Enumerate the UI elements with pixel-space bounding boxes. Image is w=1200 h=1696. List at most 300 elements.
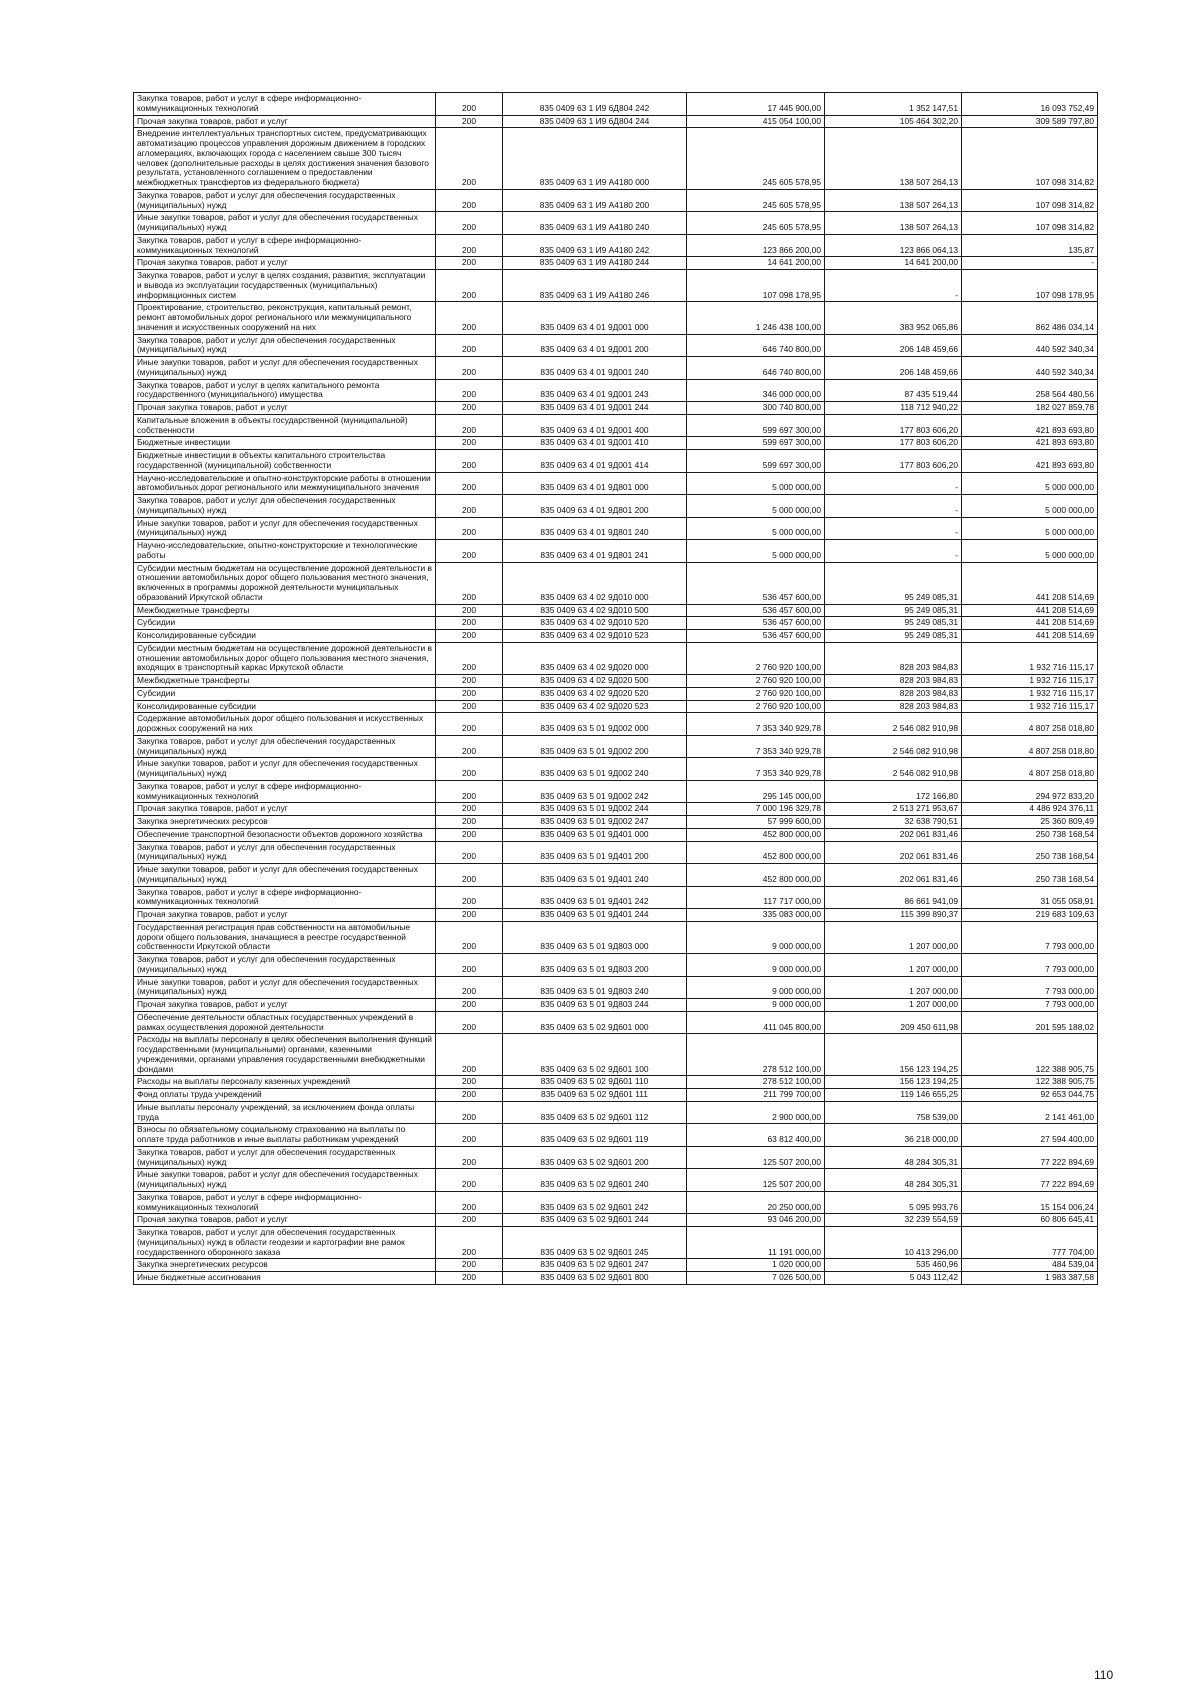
executed-amount: 138 507 264,13 — [825, 212, 962, 235]
unexecuted-amount: - — [962, 257, 1098, 270]
expense-code: 835 0409 63 1 И9 А4180 000 — [503, 128, 687, 190]
line-code: 200 — [436, 1146, 503, 1169]
table-row — [134, 687, 1098, 700]
row-name: Закупка энергетических ресурсов — [134, 816, 436, 829]
unexecuted-amount: 7 793 000,00 — [962, 954, 1098, 977]
line-code: 200 — [436, 780, 503, 803]
approved-amount: 7 026 500,00 — [687, 1272, 825, 1285]
expense-code: 835 0409 63 4 01 9Д001 414 — [503, 450, 687, 473]
expense-code: 835 0409 63 5 01 9Д002 242 — [503, 780, 687, 803]
row-name: Обеспечение деятельности областных государственных учреждений в рамках осуществления дорожной деятельности — [134, 1011, 436, 1034]
expense-code: 835 0409 63 5 02 9Д601 245 — [503, 1227, 687, 1259]
line-code: 200 — [436, 1227, 503, 1259]
row-name: Закупка товаров, работ и услуг в сфере информационно-коммуникационных технологий — [134, 1191, 436, 1214]
approved-amount: 107 098 178,95 — [687, 270, 825, 302]
approved-amount: 1 020 000,00 — [687, 1259, 825, 1272]
approved-amount: 5 000 000,00 — [687, 540, 825, 563]
line-code: 200 — [436, 803, 503, 816]
expense-code: 835 0409 63 5 02 9Д601 100 — [503, 1034, 687, 1076]
expense-code: 835 0409 63 5 01 9Д002 240 — [503, 758, 687, 781]
unexecuted-amount: 862 486 034,14 — [962, 302, 1098, 334]
row-name: Закупка товаров, работ и услуг для обеспечения государственных (муниципальных) нужд — [134, 1146, 436, 1169]
executed-amount: 1 207 000,00 — [825, 954, 962, 977]
line-code: 200 — [436, 1101, 503, 1124]
line-code: 200 — [436, 1076, 503, 1089]
line-code: 200 — [436, 604, 503, 617]
approved-amount: 536 457 600,00 — [687, 562, 825, 604]
executed-amount: - — [825, 495, 962, 518]
executed-amount: 828 203 984,83 — [825, 687, 962, 700]
table-row — [134, 270, 1098, 302]
page-number: 110 — [1094, 1668, 1114, 1682]
approved-amount: 411 045 800,00 — [687, 1011, 825, 1034]
approved-amount: 20 250 000,00 — [687, 1191, 825, 1214]
row-name: Научно-исследовательские, опытно-конструкторские и технологические работы — [134, 540, 436, 563]
table-row — [134, 93, 1098, 116]
expense-code: 835 0409 63 5 01 9Д002 247 — [503, 816, 687, 829]
row-name: Консолидированные субсидии — [134, 630, 436, 643]
executed-amount: 115 399 890,37 — [825, 909, 962, 922]
approved-amount: 125 507 200,00 — [687, 1146, 825, 1169]
executed-amount: 202 061 831,46 — [825, 864, 962, 887]
row-name: Расходы на выплаты персоналу в целях обеспечения выполнения функций государственными (муниципальными) органами, казенными учреждениями, органами управления государственными внебюджетными фондами — [134, 1034, 436, 1076]
expense-code: 835 0409 63 4 02 9Д010 500 — [503, 604, 687, 617]
unexecuted-amount: 777 704,00 — [962, 1227, 1098, 1259]
line-code: 200 — [436, 713, 503, 736]
unexecuted-amount: 7 793 000,00 — [962, 921, 1098, 953]
row-name: Иные закупки товаров, работ и услуг для обеспечения государственных (муниципальных) нужд — [134, 1169, 436, 1192]
executed-amount: 5 043 112,42 — [825, 1272, 962, 1285]
expense-code: 835 0409 63 5 01 9Д401 200 — [503, 841, 687, 864]
row-name: Научно-исследовательские и опытно-конструкторские работы в отношении автомобильных дорог регионального или межмуниципального значения — [134, 472, 436, 495]
approved-amount: 536 457 600,00 — [687, 617, 825, 630]
expense-code: 835 0409 63 4 02 9Д010 000 — [503, 562, 687, 604]
line-code: 200 — [436, 234, 503, 257]
line-code: 200 — [436, 630, 503, 643]
approved-amount: 7 000 196 329,78 — [687, 803, 825, 816]
row-name: Прочая закупка товаров, работ и услуг — [134, 1214, 436, 1227]
approved-amount: 300 740 800,00 — [687, 402, 825, 415]
expense-code: 835 0409 63 5 02 9Д601 240 — [503, 1169, 687, 1192]
row-name: Обеспечение транспортной безопасности объектов дорожного хозяйства — [134, 828, 436, 841]
executed-amount: 5 095 993,76 — [825, 1191, 962, 1214]
expense-code: 835 0409 63 5 02 9Д601 111 — [503, 1089, 687, 1102]
approved-amount: 9 000 000,00 — [687, 921, 825, 953]
approved-amount: 278 512 100,00 — [687, 1076, 825, 1089]
unexecuted-amount: 5 000 000,00 — [962, 540, 1098, 563]
unexecuted-amount: 77 222 894,69 — [962, 1146, 1098, 1169]
unexecuted-amount: 4 486 924 376,11 — [962, 803, 1098, 816]
row-name: Межбюджетные трансферты — [134, 675, 436, 688]
table-row — [134, 909, 1098, 922]
row-name: Содержание автомобильных дорог общего пользования и искусственных дорожных сооружений на них — [134, 713, 436, 736]
executed-amount: 2 546 082 910,98 — [825, 713, 962, 736]
line-code: 200 — [436, 617, 503, 630]
executed-amount: 156 123 194,25 — [825, 1076, 962, 1089]
unexecuted-amount: 25 360 809,49 — [962, 816, 1098, 829]
row-name: Прочая закупка товаров, работ и услуг — [134, 115, 436, 128]
expense-code: 835 0409 63 4 01 9Д001 240 — [503, 357, 687, 380]
executed-amount: 10 413 296,00 — [825, 1227, 962, 1259]
expense-code: 835 0409 63 4 02 9Д020 500 — [503, 675, 687, 688]
row-name: Внедрение интеллектуальных транспортных систем, предусматривающих автоматизацию процессов управления дорожным движением в городских агломерациях, включающих города с населением свыше 300 тысяч человек (дополнительные расходы в целях достижения значения базового результата, установленного соглашением о предоставлении межбюджетных трансфертов из федерального бюджета) — [134, 128, 436, 190]
line-code: 200 — [436, 700, 503, 713]
line-code: 200 — [436, 379, 503, 402]
executed-amount: 1 207 000,00 — [825, 921, 962, 953]
executed-amount: 123 866 064,13 — [825, 234, 962, 257]
row-name: Субсидии местным бюджетам на осуществление дорожной деятельности в отношении автомобильных дорог общего пользования местного значения, включенных в программы дорожной деятельности муниципальных образований Иркутской области — [134, 562, 436, 604]
executed-amount: 209 450 611,98 — [825, 1011, 962, 1034]
unexecuted-amount: 250 738 168,54 — [962, 828, 1098, 841]
expense-code: 835 0409 63 4 02 9Д020 523 — [503, 700, 687, 713]
table-row — [134, 402, 1098, 415]
row-name: Прочая закупка товаров, работ и услуг — [134, 402, 436, 415]
row-name: Закупка товаров, работ и услуг в сфере информационно-коммуникационных технологий — [134, 234, 436, 257]
row-name: Фонд оплаты труда учреждений — [134, 1089, 436, 1102]
line-code: 200 — [436, 437, 503, 450]
row-name: Закупка товаров, работ и услуг для обеспечения государственных (муниципальных) нужд — [134, 189, 436, 212]
row-name: Прочая закупка товаров, работ и услуг — [134, 257, 436, 270]
unexecuted-amount: 122 388 905,75 — [962, 1034, 1098, 1076]
approved-amount: 245 605 578,95 — [687, 212, 825, 235]
table-body — [134, 93, 1098, 1285]
table-row — [134, 1101, 1098, 1124]
expense-code: 835 0409 63 5 01 9Д803 000 — [503, 921, 687, 953]
line-code: 200 — [436, 302, 503, 334]
executed-amount: 172 166,80 — [825, 780, 962, 803]
executed-amount: 383 952 065,86 — [825, 302, 962, 334]
expense-code: 835 0409 63 4 01 9Д801 000 — [503, 472, 687, 495]
approved-amount: 7 353 340 929,78 — [687, 758, 825, 781]
unexecuted-amount: 107 098 314,82 — [962, 128, 1098, 190]
approved-amount: 415 054 100,00 — [687, 115, 825, 128]
table-row — [134, 414, 1098, 437]
unexecuted-amount: 15 154 006,24 — [962, 1191, 1098, 1214]
unexecuted-amount: 258 564 480,56 — [962, 379, 1098, 402]
table-row — [134, 713, 1098, 736]
approved-amount: 2 760 920 100,00 — [687, 642, 825, 674]
approved-amount: 2 760 920 100,00 — [687, 687, 825, 700]
expense-code: 835 0409 63 1 И9 6Д804 242 — [503, 93, 687, 116]
table-row — [134, 1214, 1098, 1227]
row-name: Субсидии — [134, 617, 436, 630]
row-name: Межбюджетные трансферты — [134, 604, 436, 617]
approved-amount: 599 697 300,00 — [687, 437, 825, 450]
expense-code: 835 0409 63 5 02 9Д601 242 — [503, 1191, 687, 1214]
approved-amount: 335 083 000,00 — [687, 909, 825, 922]
expense-code: 835 0409 63 4 01 9Д001 410 — [503, 437, 687, 450]
line-code: 200 — [436, 954, 503, 977]
executed-amount: - — [825, 270, 962, 302]
expense-code: 835 0409 63 4 02 9Д010 520 — [503, 617, 687, 630]
approved-amount: 9 000 000,00 — [687, 954, 825, 977]
expense-code: 835 0409 63 4 01 9Д001 000 — [503, 302, 687, 334]
approved-amount: 278 512 100,00 — [687, 1034, 825, 1076]
row-name: Бюджетные инвестиции — [134, 437, 436, 450]
unexecuted-amount: 4 807 258 018,80 — [962, 758, 1098, 781]
table-row — [134, 234, 1098, 257]
unexecuted-amount: 421 893 693,80 — [962, 450, 1098, 473]
row-name: Взносы по обязательному социальному страхованию на выплаты по оплате труда работников и иные выплаты работникам учреждений — [134, 1124, 436, 1147]
expense-code: 835 0409 63 5 01 9Д803 200 — [503, 954, 687, 977]
table-row — [134, 115, 1098, 128]
executed-amount: 36 218 000,00 — [825, 1124, 962, 1147]
approved-amount: 452 800 000,00 — [687, 864, 825, 887]
unexecuted-amount: 250 738 168,54 — [962, 841, 1098, 864]
table-row — [134, 1124, 1098, 1147]
expense-code: 835 0409 63 1 И9 А4180 200 — [503, 189, 687, 212]
expense-code: 835 0409 63 5 01 9Д401 000 — [503, 828, 687, 841]
line-code: 200 — [436, 828, 503, 841]
table-row — [134, 357, 1098, 380]
approved-amount: 63 812 400,00 — [687, 1124, 825, 1147]
approved-amount: 123 866 200,00 — [687, 234, 825, 257]
unexecuted-amount: 1 932 716 115,17 — [962, 675, 1098, 688]
executed-amount: 2 546 082 910,98 — [825, 758, 962, 781]
executed-amount: 48 284 305,31 — [825, 1169, 962, 1192]
executed-amount: 95 249 085,31 — [825, 630, 962, 643]
line-code: 200 — [436, 921, 503, 953]
row-name: Консолидированные субсидии — [134, 700, 436, 713]
unexecuted-amount: 92 653 044,75 — [962, 1089, 1098, 1102]
row-name: Государственная регистрация прав собственности на автомобильные дороги общего пользования, значащиеся в реестре государственной собственности Иркутской области — [134, 921, 436, 953]
expense-code: 835 0409 63 5 01 9Д401 240 — [503, 864, 687, 887]
line-code: 200 — [436, 357, 503, 380]
expense-code: 835 0409 63 4 01 9Д801 241 — [503, 540, 687, 563]
line-code: 200 — [436, 495, 503, 518]
executed-amount: 119 146 655,25 — [825, 1089, 962, 1102]
line-code: 200 — [436, 270, 503, 302]
table-row — [134, 803, 1098, 816]
executed-amount: 206 148 459,66 — [825, 357, 962, 380]
expense-code: 835 0409 63 5 02 9Д601 200 — [503, 1146, 687, 1169]
line-code: 200 — [436, 1034, 503, 1076]
line-code: 200 — [436, 909, 503, 922]
unexecuted-amount: 122 388 905,75 — [962, 1076, 1098, 1089]
executed-amount: 177 803 606,20 — [825, 414, 962, 437]
row-name: Субсидии — [134, 687, 436, 700]
executed-amount: 2 546 082 910,98 — [825, 735, 962, 758]
approved-amount: 536 457 600,00 — [687, 630, 825, 643]
table-row — [134, 1227, 1098, 1259]
line-code: 200 — [436, 1259, 503, 1272]
unexecuted-amount: 1 932 716 115,17 — [962, 700, 1098, 713]
expense-code: 835 0409 63 5 02 9Д601 110 — [503, 1076, 687, 1089]
line-code: 200 — [436, 93, 503, 116]
row-name: Иные закупки товаров, работ и услуг для обеспечения государственных (муниципальных) нужд — [134, 357, 436, 380]
line-code: 200 — [436, 472, 503, 495]
row-name: Бюджетные инвестиции в объекты капитального строительства государственной (муниципальной) собственности — [134, 450, 436, 473]
table-row — [134, 1169, 1098, 1192]
unexecuted-amount: 219 683 109,63 — [962, 909, 1098, 922]
executed-amount: 177 803 606,20 — [825, 437, 962, 450]
line-code: 200 — [436, 402, 503, 415]
budget-table — [133, 92, 1098, 1285]
line-code: 200 — [436, 886, 503, 909]
line-code: 200 — [436, 1011, 503, 1034]
executed-amount: 206 148 459,66 — [825, 334, 962, 357]
approved-amount: 14 641 200,00 — [687, 257, 825, 270]
line-code: 200 — [436, 257, 503, 270]
row-name: Проектирование, строительство, реконструкция, капитальный ремонт, ремонт автомобильных дорог регионального или межмуниципального значения и искусственных сооружений на них — [134, 302, 436, 334]
unexecuted-amount: 440 592 340,34 — [962, 334, 1098, 357]
unexecuted-amount: 7 793 000,00 — [962, 976, 1098, 999]
line-code: 200 — [436, 517, 503, 540]
approved-amount: 17 445 900,00 — [687, 93, 825, 116]
unexecuted-amount: 107 098 178,95 — [962, 270, 1098, 302]
executed-amount: 95 249 085,31 — [825, 617, 962, 630]
expense-code: 835 0409 63 4 02 9Д010 523 — [503, 630, 687, 643]
expense-code: 835 0409 63 4 01 9Д001 244 — [503, 402, 687, 415]
executed-amount: 156 123 194,25 — [825, 1034, 962, 1076]
approved-amount: 599 697 300,00 — [687, 414, 825, 437]
executed-amount: - — [825, 517, 962, 540]
line-code: 200 — [436, 115, 503, 128]
table-row — [134, 1011, 1098, 1034]
approved-amount: 5 000 000,00 — [687, 517, 825, 540]
table-row — [134, 437, 1098, 450]
row-name: Закупка товаров, работ и услуг для обеспечения государственных (муниципальных) нужд — [134, 334, 436, 357]
approved-amount: 2 760 920 100,00 — [687, 700, 825, 713]
expense-code: 835 0409 63 4 02 9Д020 000 — [503, 642, 687, 674]
line-code: 200 — [436, 562, 503, 604]
unexecuted-amount: 5 000 000,00 — [962, 517, 1098, 540]
unexecuted-amount: 309 589 797,80 — [962, 115, 1098, 128]
table-row — [134, 675, 1098, 688]
unexecuted-amount: 441 208 514,69 — [962, 617, 1098, 630]
unexecuted-amount: 107 098 314,82 — [962, 212, 1098, 235]
approved-amount: 117 717 000,00 — [687, 886, 825, 909]
table-row — [134, 450, 1098, 473]
approved-amount: 211 799 700,00 — [687, 1089, 825, 1102]
line-code: 200 — [436, 816, 503, 829]
table-row — [134, 886, 1098, 909]
row-name: Закупка товаров, работ и услуг для обеспечения государственных (муниципальных) нужд — [134, 841, 436, 864]
row-name: Закупка товаров, работ и услуг в сфере информационно-коммуникационных технологий — [134, 886, 436, 909]
unexecuted-amount: 421 893 693,80 — [962, 414, 1098, 437]
table-row — [134, 128, 1098, 190]
unexecuted-amount: 7 793 000,00 — [962, 999, 1098, 1012]
table-row — [134, 841, 1098, 864]
approved-amount: 9 000 000,00 — [687, 999, 825, 1012]
approved-amount: 5 000 000,00 — [687, 495, 825, 518]
executed-amount: - — [825, 472, 962, 495]
executed-amount: 87 435 519,44 — [825, 379, 962, 402]
row-name: Закупка товаров, работ и услуг в целях создания, развития, эксплуатации и вывода из эксплуатации государственных (муниципальных) информационных систем — [134, 270, 436, 302]
executed-amount: 32 638 790,51 — [825, 816, 962, 829]
table-row — [134, 189, 1098, 212]
unexecuted-amount: 2 141 461,00 — [962, 1101, 1098, 1124]
row-name: Закупка товаров, работ и услуг в целях капитального ремонта государственного (муниципального) имущества — [134, 379, 436, 402]
line-code: 200 — [436, 450, 503, 473]
executed-amount: 202 061 831,46 — [825, 828, 962, 841]
executed-amount: 1 207 000,00 — [825, 976, 962, 999]
unexecuted-amount: 484 539,04 — [962, 1259, 1098, 1272]
expense-code: 835 0409 63 1 И9 А4180 244 — [503, 257, 687, 270]
line-code: 200 — [436, 414, 503, 437]
executed-amount: 2 513 271 953,67 — [825, 803, 962, 816]
table-row — [134, 1146, 1098, 1169]
executed-amount: - — [825, 540, 962, 563]
row-name: Закупка товаров, работ и услуг для обеспечения государственных (муниципальных) нужд в области геодезии и картографии вне рамок государственного оборонного заказа — [134, 1227, 436, 1259]
approved-amount: 7 353 340 929,78 — [687, 735, 825, 758]
expense-code: 835 0409 63 5 02 9Д601 247 — [503, 1259, 687, 1272]
unexecuted-amount: 441 208 514,69 — [962, 604, 1098, 617]
line-code: 200 — [436, 758, 503, 781]
approved-amount: 7 353 340 929,78 — [687, 713, 825, 736]
unexecuted-amount: 27 594 400,00 — [962, 1124, 1098, 1147]
approved-amount: 245 605 578,95 — [687, 128, 825, 190]
expense-code: 835 0409 63 5 02 9Д601 119 — [503, 1124, 687, 1147]
line-code: 200 — [436, 675, 503, 688]
unexecuted-amount: 441 208 514,69 — [962, 562, 1098, 604]
executed-amount: 1 207 000,00 — [825, 999, 962, 1012]
unexecuted-amount: 16 093 752,49 — [962, 93, 1098, 116]
executed-amount: 95 249 085,31 — [825, 604, 962, 617]
approved-amount: 1 246 438 100,00 — [687, 302, 825, 334]
unexecuted-amount: 182 027 859,78 — [962, 402, 1098, 415]
row-name: Иные выплаты персоналу учреждений, за исключением фонда оплаты труда — [134, 1101, 436, 1124]
line-code: 200 — [436, 735, 503, 758]
expense-code: 835 0409 63 5 01 9Д401 242 — [503, 886, 687, 909]
table-row — [134, 630, 1098, 643]
table-row — [134, 1076, 1098, 1089]
expense-code: 835 0409 63 1 И9 6Д804 244 — [503, 115, 687, 128]
executed-amount: 118 712 940,22 — [825, 402, 962, 415]
line-code: 200 — [436, 642, 503, 674]
table-row — [134, 1034, 1098, 1076]
row-name: Субсидии местным бюджетам на осуществление дорожной деятельности в отношении автомобильных дорог общего пользования местного значения, входящих в транспортный каркас Иркутской области — [134, 642, 436, 674]
unexecuted-amount: 5 000 000,00 — [962, 495, 1098, 518]
unexecuted-amount: 60 806 645,41 — [962, 1214, 1098, 1227]
row-name: Прочая закупка товаров, работ и услуг — [134, 803, 436, 816]
table-row — [134, 642, 1098, 674]
unexecuted-amount: 250 738 168,54 — [962, 864, 1098, 887]
unexecuted-amount: 4 807 258 018,80 — [962, 713, 1098, 736]
unexecuted-amount: 1 932 716 115,17 — [962, 687, 1098, 700]
table-row — [134, 758, 1098, 781]
line-code: 200 — [436, 864, 503, 887]
expense-code: 835 0409 63 5 02 9Д601 244 — [503, 1214, 687, 1227]
unexecuted-amount: 294 972 833,20 — [962, 780, 1098, 803]
line-code: 200 — [436, 1169, 503, 1192]
row-name: Иные закупки товаров, работ и услуг для обеспечения государственных (муниципальных) нужд — [134, 517, 436, 540]
executed-amount: 138 507 264,13 — [825, 128, 962, 190]
table-row — [134, 1191, 1098, 1214]
table-row — [134, 212, 1098, 235]
unexecuted-amount: 77 222 894,69 — [962, 1169, 1098, 1192]
table-row — [134, 334, 1098, 357]
unexecuted-amount: 441 208 514,69 — [962, 630, 1098, 643]
expense-code: 835 0409 63 5 01 9Д002 200 — [503, 735, 687, 758]
line-code: 200 — [436, 212, 503, 235]
line-code: 200 — [436, 334, 503, 357]
row-name: Закупка товаров, работ и услуг для обеспечения государственных (муниципальных) нужд — [134, 495, 436, 518]
approved-amount: 599 697 300,00 — [687, 450, 825, 473]
row-name: Закупка товаров, работ и услуг в сфере информационно-коммуникационных технологий — [134, 93, 436, 116]
expense-code: 835 0409 63 1 И9 А4180 246 — [503, 270, 687, 302]
row-name: Иные закупки товаров, работ и услуг для обеспечения государственных (муниципальных) нужд — [134, 976, 436, 999]
executed-amount: 177 803 606,20 — [825, 450, 962, 473]
line-code: 200 — [436, 1124, 503, 1147]
approved-amount: 5 000 000,00 — [687, 472, 825, 495]
unexecuted-amount: 201 595 188,02 — [962, 1011, 1098, 1034]
approved-amount: 245 605 578,95 — [687, 189, 825, 212]
executed-amount: 48 284 305,31 — [825, 1146, 962, 1169]
table-row — [134, 828, 1098, 841]
executed-amount: 758 539,00 — [825, 1101, 962, 1124]
unexecuted-amount: 5 000 000,00 — [962, 472, 1098, 495]
